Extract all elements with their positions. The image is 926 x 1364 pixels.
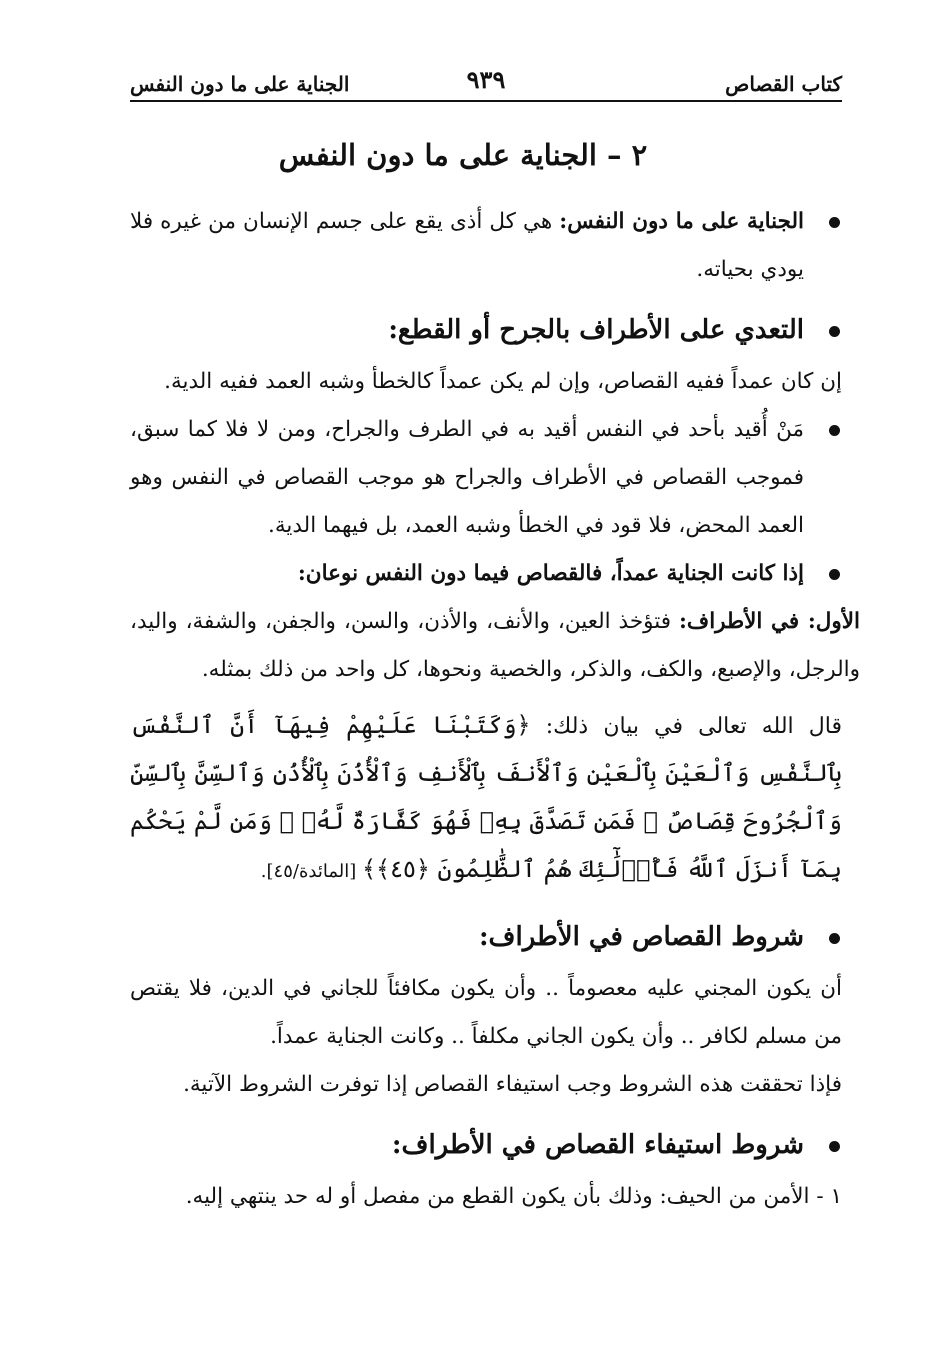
definition-paragraph bbox=[130, 198, 842, 294]
section-title: ٢ – الجناية على ما دون النفس bbox=[278, 138, 648, 172]
quran-reference: [المائدة/٤٥]. bbox=[260, 861, 362, 882]
first-type-term: الأول: في الأطراف: bbox=[678, 609, 860, 634]
whoever-text: مَنْ أُقيد بأحد في النفس أقيد به في الطرف والجراح، ومن لا فلا كما سبق، فموجب القصاص في الأطراف والجراح هو موجب القصاص في النفس وهو العمد المحض، فلا قود في الخطأ وشبه العمد، بل فيهما الدية. bbox=[130, 417, 804, 538]
heading-conditions bbox=[130, 909, 842, 965]
bullet-icon bbox=[829, 1141, 840, 1152]
bullet-icon bbox=[829, 326, 840, 337]
heading-transgression-text: التعدي على الأطراف بالجرح أو القطع: bbox=[388, 315, 804, 345]
bullet-icon bbox=[829, 217, 840, 228]
page-number: ٩٣٩ bbox=[466, 65, 506, 94]
book-title: كتاب القصاص bbox=[725, 72, 842, 96]
conditions-paragraph: أن يكون المجني عليه معصوماً .. وأن يكون مكافئاً للجاني في الدين، فلا يقتص من مسلم لكافر .. وأن يكون الجاني مكلفاً .. وكانت الجناية عمداً. bbox=[130, 976, 842, 1049]
transgression-paragraph: إن كان عمداً ففيه القصاص، وإن لم يكن عمداً كالخطأ وشبه العمد ففيه الدية. bbox=[164, 369, 842, 394]
page-body bbox=[130, 198, 860, 1221]
quran-verse: ﴿وَكَتَبْنَا عَلَيْهِمْ فِيهَآ أَنَّ ٱلنَّفْسَ بِٱلنَّفْسِ وَٱلْعَيْنَ بِٱلْعَيْنِ وَٱلْأَنفَ بِٱلْأَنفِ وَٱلْأُذُنَ بِٱلْأُذُنِ وَٱلسِّنَّ بِٱلسِّنِّ وَٱلْجُرُوحَ قِصَاصٌ ۚ فَمَن تَصَدَّقَ بِهِۦ فَهُوَ كَفَّارَةٌ لَّهُۥ ۚ وَمَن لَّمْ يَحْكُم بِمَآ أَنزَلَ ٱللَّهُ فَأُو۟لَٰٓئِكَ هُمُ ٱلظَّٰلِمُونَ ﴿٤٥﴾﴾ bbox=[130, 711, 842, 883]
heading-conditions-text: شروط القصاص في الأطراف: bbox=[478, 922, 804, 952]
first-type-paragraph bbox=[130, 598, 860, 694]
quran-intro: قال الله تعالى في بيان ذلك: bbox=[530, 714, 842, 739]
heading-transgression bbox=[130, 302, 842, 358]
fulfillment-item-1: ١ - الأمن من الحيف: وذلك بأن يكون القطع من مفصل أو له حد ينتهي إليه. bbox=[185, 1184, 842, 1209]
quran-paragraph bbox=[130, 702, 842, 895]
definition-term: الجناية على ما دون النفس: bbox=[559, 209, 805, 234]
bullet-icon bbox=[829, 569, 840, 580]
heading-fulfillment bbox=[130, 1117, 842, 1173]
intentional-text: إذا كانت الجناية عمداً، فالقصاص فيما دون النفس نوعان: bbox=[297, 561, 804, 586]
chapter-title: الجناية على ما دون النفس bbox=[130, 72, 350, 96]
whoever-paragraph bbox=[130, 406, 842, 550]
definition-text: هي كل أذى يقع على جسم الإنسان من غيره فلا يودي بحياته. bbox=[130, 209, 804, 282]
first-type-text: فتؤخذ العين، والأنف، والأذن، والسن، والجفن، والشفة، واليد، والرجل، والإصبع، والكف، والذكر، والخصية ونحوها، كل واحد من ذلك بمثله. bbox=[130, 609, 860, 682]
conditions-followup: فإذا تحققت هذه الشروط وجب استيفاء القصاص إذا توفرت الشروط الآتية. bbox=[183, 1072, 842, 1097]
page-header bbox=[130, 62, 842, 102]
heading-fulfillment-text: شروط استيفاء القصاص في الأطراف: bbox=[391, 1130, 804, 1160]
intentional-paragraph bbox=[130, 550, 842, 598]
bullet-icon bbox=[829, 933, 840, 944]
bullet-icon bbox=[829, 425, 840, 436]
